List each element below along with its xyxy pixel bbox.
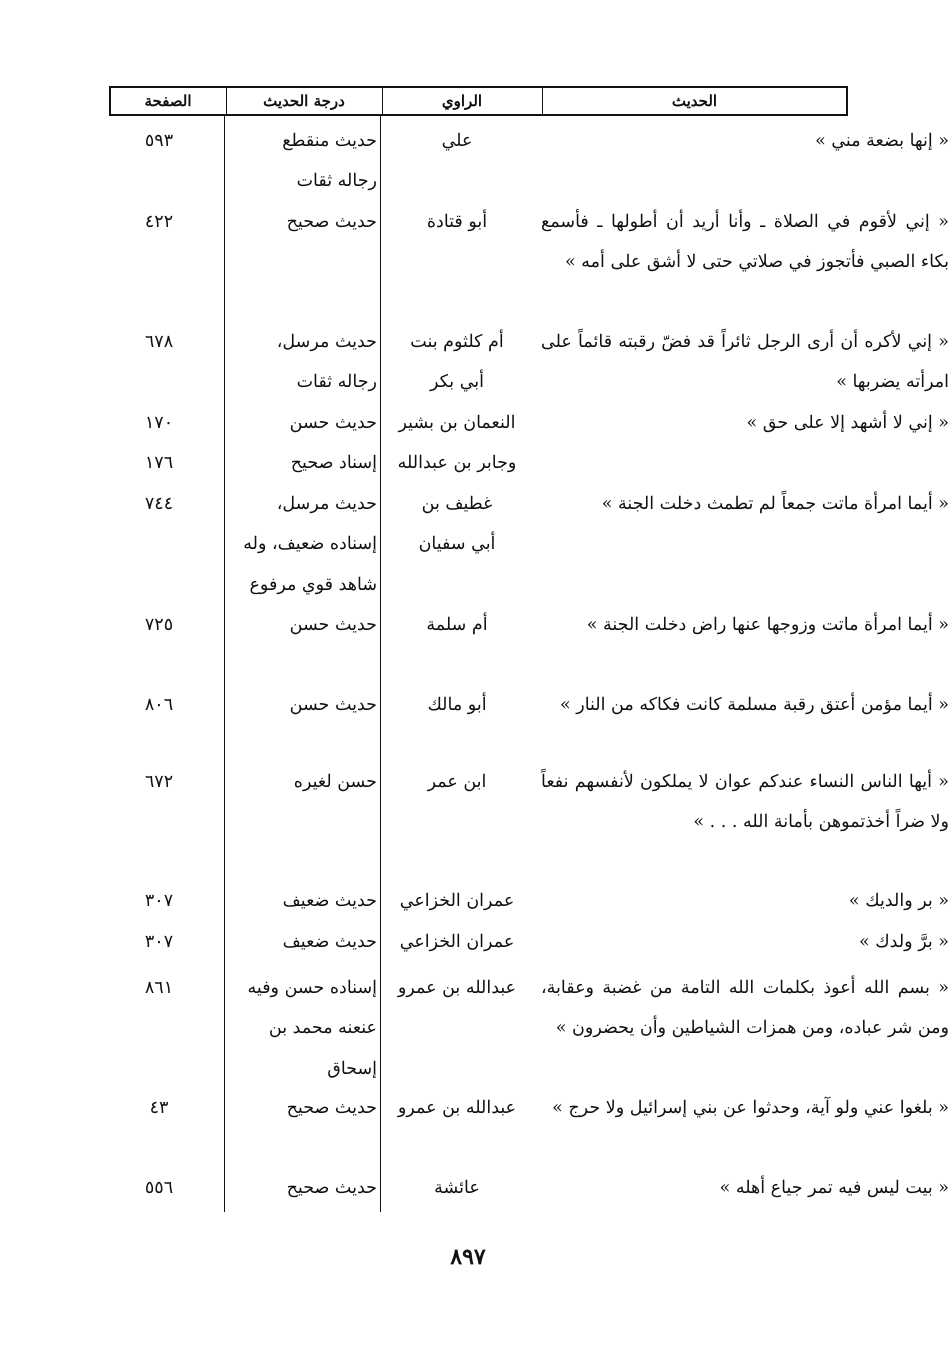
page-reference: ٦٧٨ xyxy=(144,332,174,352)
hadith-grade: حديث منقطع رجاله ثقات xyxy=(282,131,377,192)
hadith-text: « أيما مؤمن أعتق رقبة مسلمة كانت فكاكه من النار » xyxy=(559,695,949,715)
hadith-grade: حسن لغيره xyxy=(293,772,377,792)
header-separator xyxy=(226,88,227,114)
page-reference: ٨٦١ xyxy=(144,978,174,998)
narrator: أم كلثوم بنت أبي بكر xyxy=(410,332,504,393)
hadith-grade: حديث صحيح xyxy=(286,212,377,232)
hadith-grade: حديث صحيح xyxy=(286,1178,377,1198)
column-divider xyxy=(380,116,381,1212)
header-grade: درجة الحديث xyxy=(263,92,345,110)
narrator: غطيف بن أبي سفيان xyxy=(418,494,496,555)
page-reference: ٧٢٥ xyxy=(144,615,174,635)
hadith-text: « بسم الله أعوذ بكلمات الله التامة من غضبة وعقابة، ومن شر عباده، ومن همزات الشياطين وأن يحضرون » xyxy=(541,978,949,1039)
header-hadith: الحديث xyxy=(671,92,718,110)
page-reference: ٨٠٦ xyxy=(144,695,174,715)
page-reference: ٤٣ xyxy=(149,1098,169,1118)
hadith-grade: حديث صحيح xyxy=(286,1098,377,1118)
page-reference: ٣٠٧ xyxy=(144,891,174,911)
hadith-grade: حديث حسن إسناد صحيح xyxy=(289,413,377,474)
hadith-text: « إني لأقوم في الصلاة ـ وأنا أريد أن أطولها ـ فأسمع بكاء الصبي فأتجوز في صلاتي حتى لا أشق على أمه » xyxy=(541,212,949,273)
narrator: أم سلمة xyxy=(426,615,488,635)
hadith-text: « أيها الناس النساء عندكم عوان لا يملكون لأنفسهم نفعاً ولا ضراً أخذتموهن بأمانة الله . . . » xyxy=(541,772,949,833)
narrator: النعمان بن بشير وجابر بن عبدالله xyxy=(397,413,517,474)
narrator: عبدالله بن عمرو xyxy=(397,1098,517,1118)
page-reference: ١٧٠ ١٧٦ xyxy=(144,413,174,474)
hadith-text: « بلغوا عني ولو آية، وحدثوا عن بني إسرائيل ولا حرج » xyxy=(552,1098,949,1118)
narrator: أبو قتادة xyxy=(426,212,488,232)
page-reference: ٦٧٢ xyxy=(144,772,174,792)
hadith-grade: حديث ضعيف xyxy=(282,932,377,952)
page-reference: ٣٠٧ xyxy=(144,932,174,952)
header-separator xyxy=(382,88,383,114)
hadith-grade: إسناده حسن وفيه عنعنه محمد بن إسحاق xyxy=(247,978,377,1079)
hadith-text: « إني لأكره أن أرى الرجل ثائراً قد فضّ رقبته قائماً على امرأته يضربها » xyxy=(541,332,949,393)
table-header xyxy=(109,86,848,116)
hadith-grade: حديث مرسل، إسناده ضعيف، وله شاهد قوي مرفوع xyxy=(243,494,377,595)
hadith-text: « بيت ليس فيه تمر جياع أهله » xyxy=(719,1178,949,1198)
hadith-text: « إني لا أشهد إلا على حق » xyxy=(746,413,949,433)
narrator: عمران الخزاعي xyxy=(399,932,515,952)
hadith-text: « أيما امرأة ماتت جمعاً لم تطمث دخلت الجنة » xyxy=(601,494,949,514)
page-number: ٨٩٧ xyxy=(450,1244,486,1270)
narrator: عبدالله بن عمرو xyxy=(397,978,517,998)
hadith-text: « إنها بضعة مني » xyxy=(815,131,949,151)
narrator: أبو مالك xyxy=(427,695,487,715)
hadith-grade: حديث ضعيف xyxy=(282,891,377,911)
page-reference: ٥٥٦ xyxy=(144,1178,174,1198)
hadith-grade: حديث مرسل، رجاله ثقات xyxy=(276,332,377,393)
narrator: ابن عمر xyxy=(427,772,487,792)
header-rawi: الراوي xyxy=(441,92,483,110)
narrator: عائشة xyxy=(434,1178,480,1198)
narrator: علي xyxy=(441,131,473,151)
hadith-grade: حديث حسن xyxy=(289,615,377,635)
hadith-text: « أيما امرأة ماتت وزوجها عنها راض دخلت الجنة » xyxy=(586,615,949,635)
page-reference: ٥٩٣ xyxy=(144,131,174,151)
hadith-grade: حديث حسن xyxy=(289,695,377,715)
hadith-text: « برَّ ولدك » xyxy=(858,932,949,952)
header-page: الصفحة xyxy=(144,92,192,110)
header-separator xyxy=(542,88,543,114)
narrator: عمران الخزاعي xyxy=(399,891,515,911)
hadith-text: « بر والديك » xyxy=(848,891,949,911)
page-reference: ٤٢٢ xyxy=(144,212,174,232)
page-reference: ٧٤٤ xyxy=(144,494,174,514)
